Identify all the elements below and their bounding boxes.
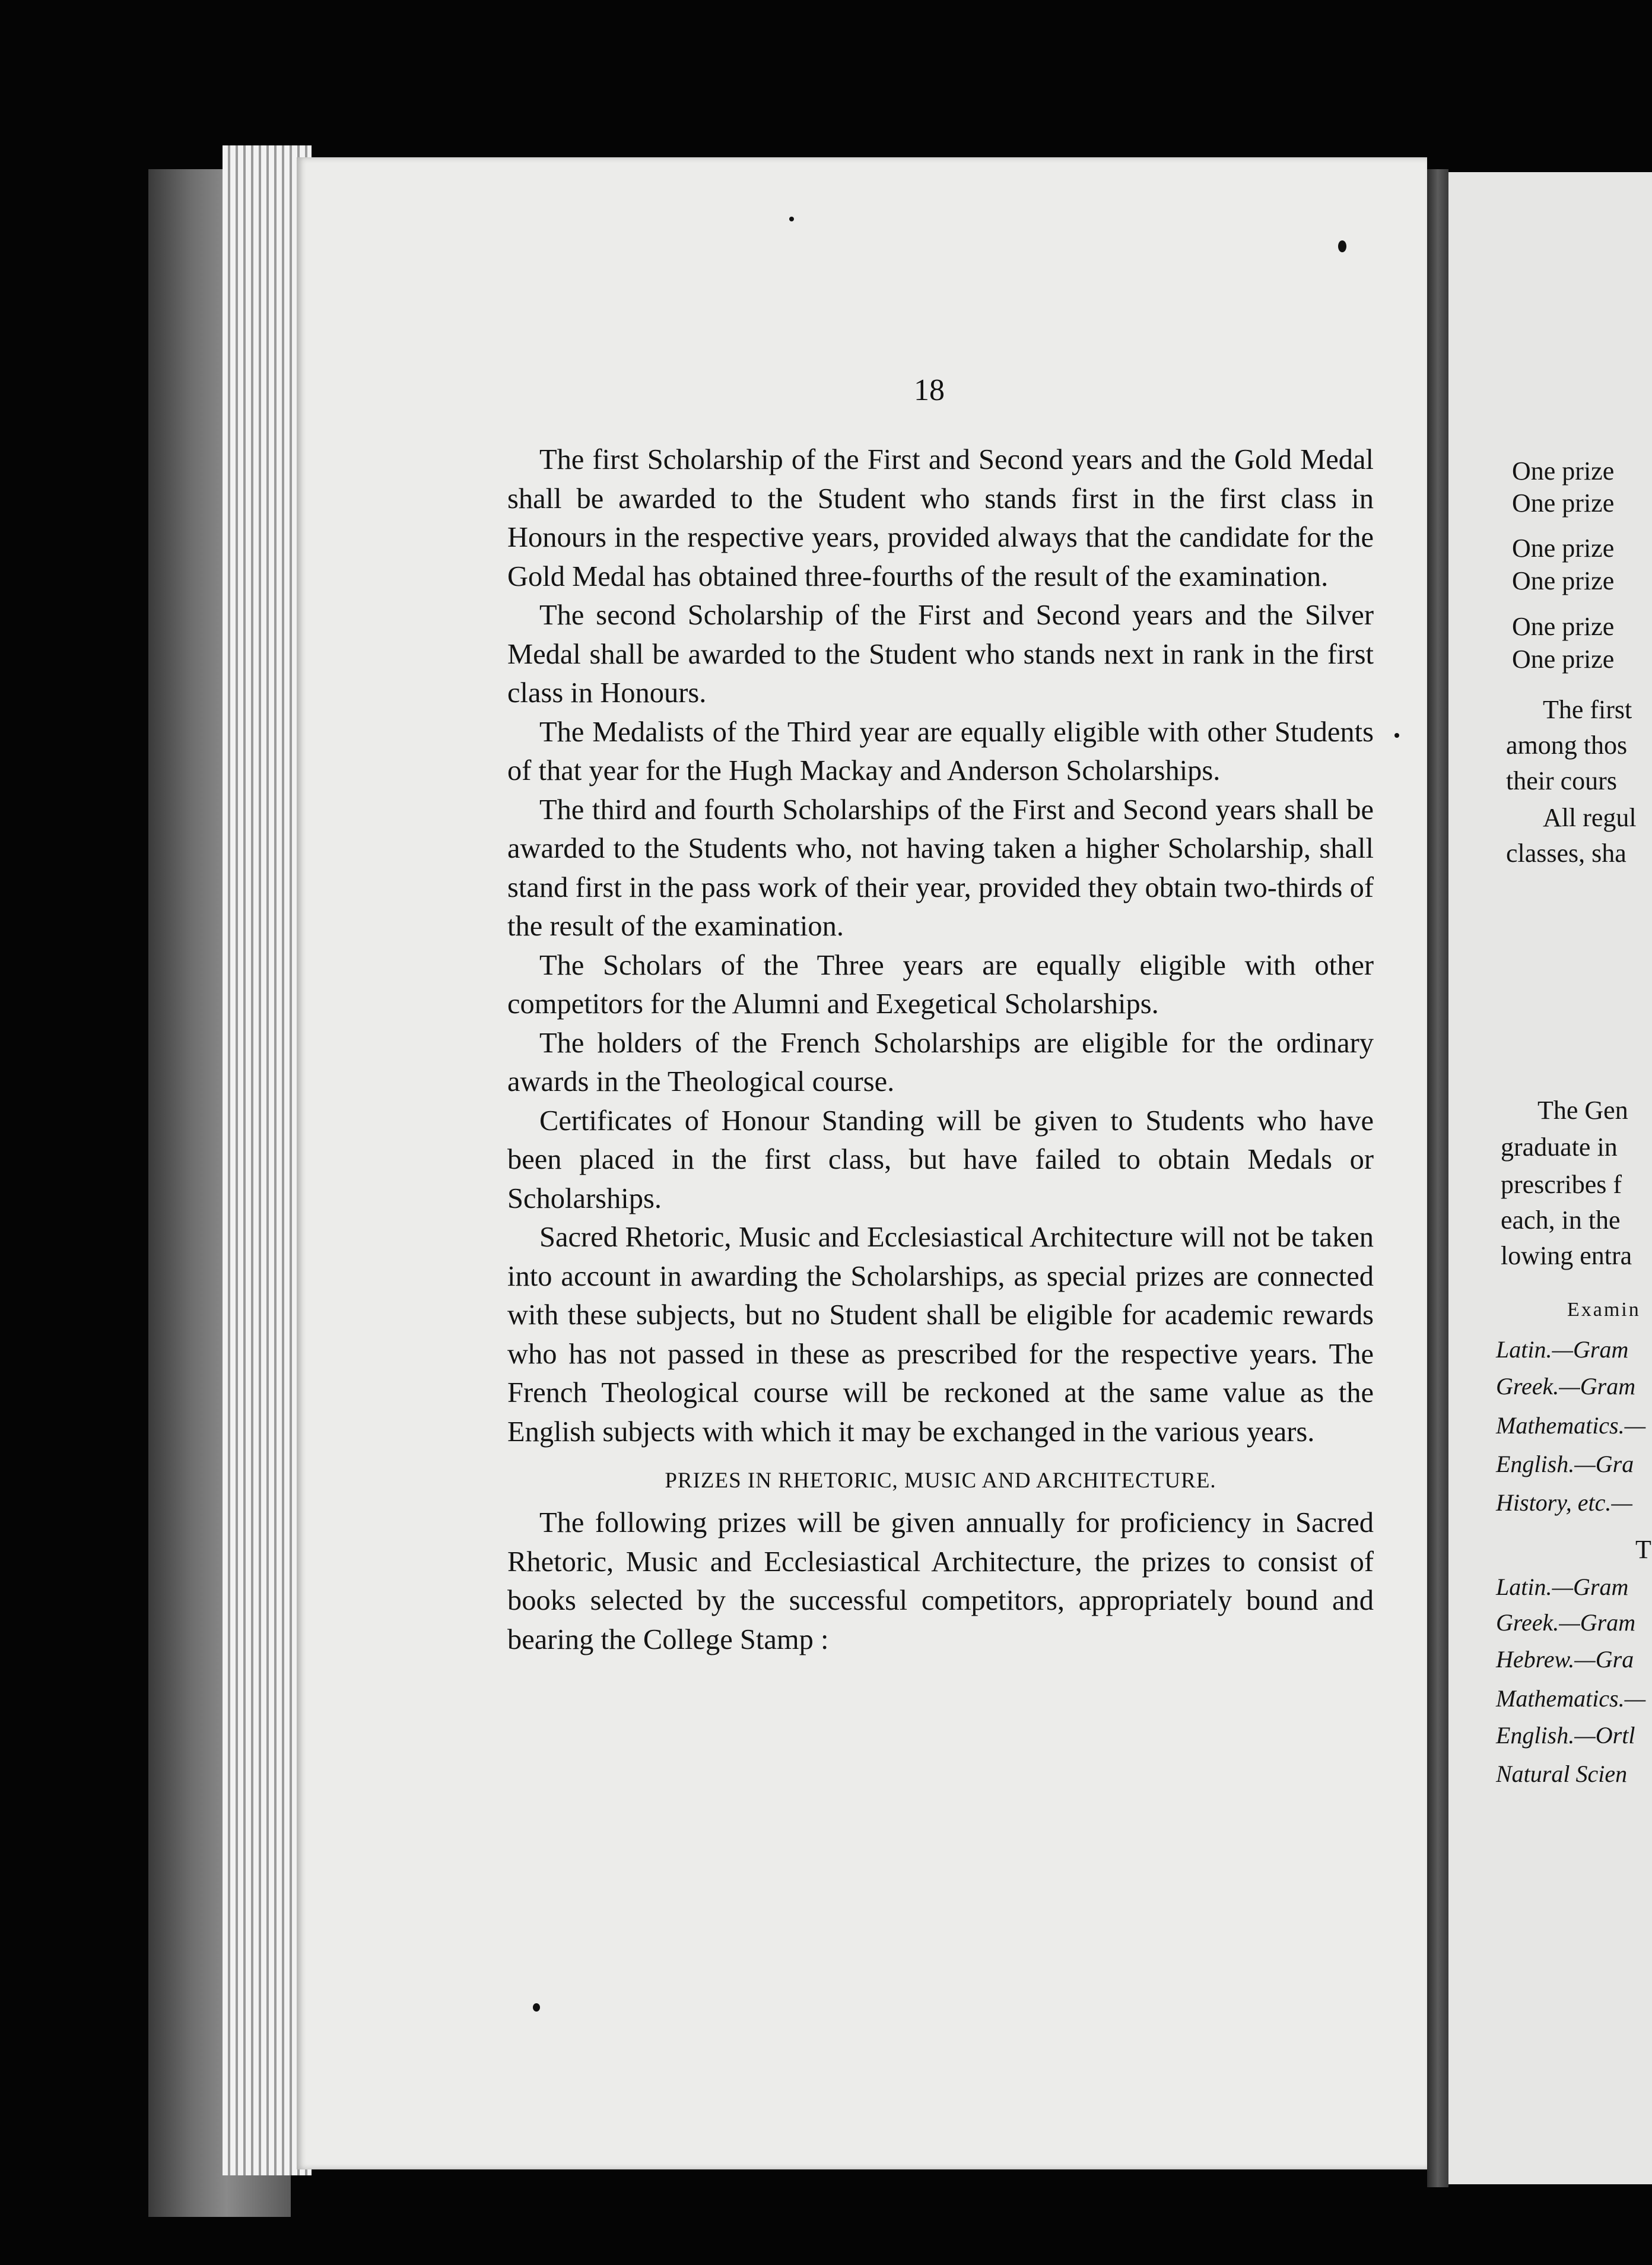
paragraph: The first Scholarship of the First and Second years and the Gold Medal shall be awarded to the Student who stands first in the first class in Honours in the respective years, provided always that the candidate for the Gold Medal has obtained three-fourths of the result of the examination.: [507, 444, 1374, 592]
right-page-line: their cours: [1506, 766, 1617, 795]
section-paragraph: The following prizes will be given annually for proficiency in Sacred Rhetoric, Music and Ecclesiastical Architecture, the prizes to consist of books selected by the successful competitors, appropriately bound and bearing the College Stamp :: [507, 1507, 1374, 1655]
right-page-line: All regul: [1543, 803, 1637, 832]
ink-speck: [789, 217, 794, 221]
right-page-line: T: [1635, 1535, 1651, 1564]
ink-speck: [1338, 240, 1346, 252]
left-page-text: [507, 440, 1374, 1659]
right-page-line: Natural Scien: [1496, 1760, 1628, 1787]
right-page-line: Latin.—Gram: [1496, 1336, 1629, 1363]
paragraph: Sacred Rhetoric, Music and Ecclesiastical Architecture will not be taken into account in awarding the Scholarships, as special prizes are connected with these subjects, but no Student shall be eligible for academic rewards who has not passed in these as prescribed for the respective years. The French Theological course will be reckoned at the same value as the English subjects with which it may be exchanged in the various years.: [507, 1222, 1374, 1448]
right-page-line: Mathematics.—: [1496, 1685, 1646, 1712]
right-page-line: classes, sha: [1506, 839, 1626, 868]
right-page-line: Greek.—Gram: [1496, 1609, 1636, 1636]
right-page-line: The Gen: [1537, 1096, 1628, 1125]
section-heading: PRIZES IN RHETORIC, MUSIC AND ARCHITECTURE.: [665, 1468, 1216, 1493]
right-page-line: lowing entra: [1501, 1241, 1632, 1270]
right-page: [1448, 172, 1652, 2184]
page-gutter: [1427, 169, 1448, 2187]
ink-speck: [533, 2003, 540, 2012]
paragraph: The Scholars of the Three years are equally eligible with other competitors for the Alumni and Exegetical Scholarships.: [507, 949, 1374, 1020]
right-page-line: One prize: [1512, 645, 1615, 674]
right-page-line: Hebrew.—Gra: [1496, 1646, 1634, 1673]
right-page-line: One prize: [1512, 488, 1615, 518]
right-page-line: The first: [1543, 695, 1632, 724]
paragraph: Certificates of Honour Standing will be given to Students who have been placed in the first class, but have failed to obtain Medals or Scholarships.: [507, 1105, 1374, 1214]
right-page-line: prescribes f: [1501, 1170, 1622, 1199]
right-page-line: One prize: [1512, 566, 1615, 595]
right-page-line: One prize: [1512, 534, 1615, 563]
right-page-line: among thos: [1506, 731, 1628, 760]
right-page-line: each, in the: [1501, 1206, 1621, 1235]
ink-speck: [1394, 733, 1399, 738]
page-number: 18: [914, 373, 945, 407]
right-page-line: One prize: [1512, 612, 1615, 641]
right-page-line: Latin.—Gram: [1496, 1574, 1629, 1600]
right-page-line: One prize: [1512, 456, 1615, 486]
paragraph: The third and fourth Scholarships of the First and Second years shall be awarded to the Students who, not having taken a higher Scholarship, shall stand first in the pass work of their year, provided they obtain two-thirds of the result of the examination.: [507, 794, 1374, 942]
right-page-line: graduate in: [1501, 1132, 1618, 1162]
right-page-line: English.—Ortl: [1496, 1722, 1635, 1749]
right-page-line: English.—Gra: [1496, 1451, 1634, 1477]
right-page-line: Greek.—Gram: [1496, 1373, 1636, 1400]
paragraph: The holders of the French Scholarships are eligible for the ordinary awards in the Theological course.: [507, 1027, 1374, 1097]
paragraph: The second Scholarship of the First and Second years and the Silver Medal shall be awarded to the Student who stands next in rank in the first class in Honours.: [507, 599, 1374, 709]
right-page-line: Mathematics.—: [1496, 1412, 1646, 1439]
right-page-line: History, etc.—: [1496, 1489, 1632, 1516]
right-page-line: Examin: [1567, 1299, 1641, 1321]
paragraph: The Medalists of the Third year are equally eligible with other Students of that year for the Hugh Mackay and Anderson Scholarships.: [507, 716, 1374, 786]
